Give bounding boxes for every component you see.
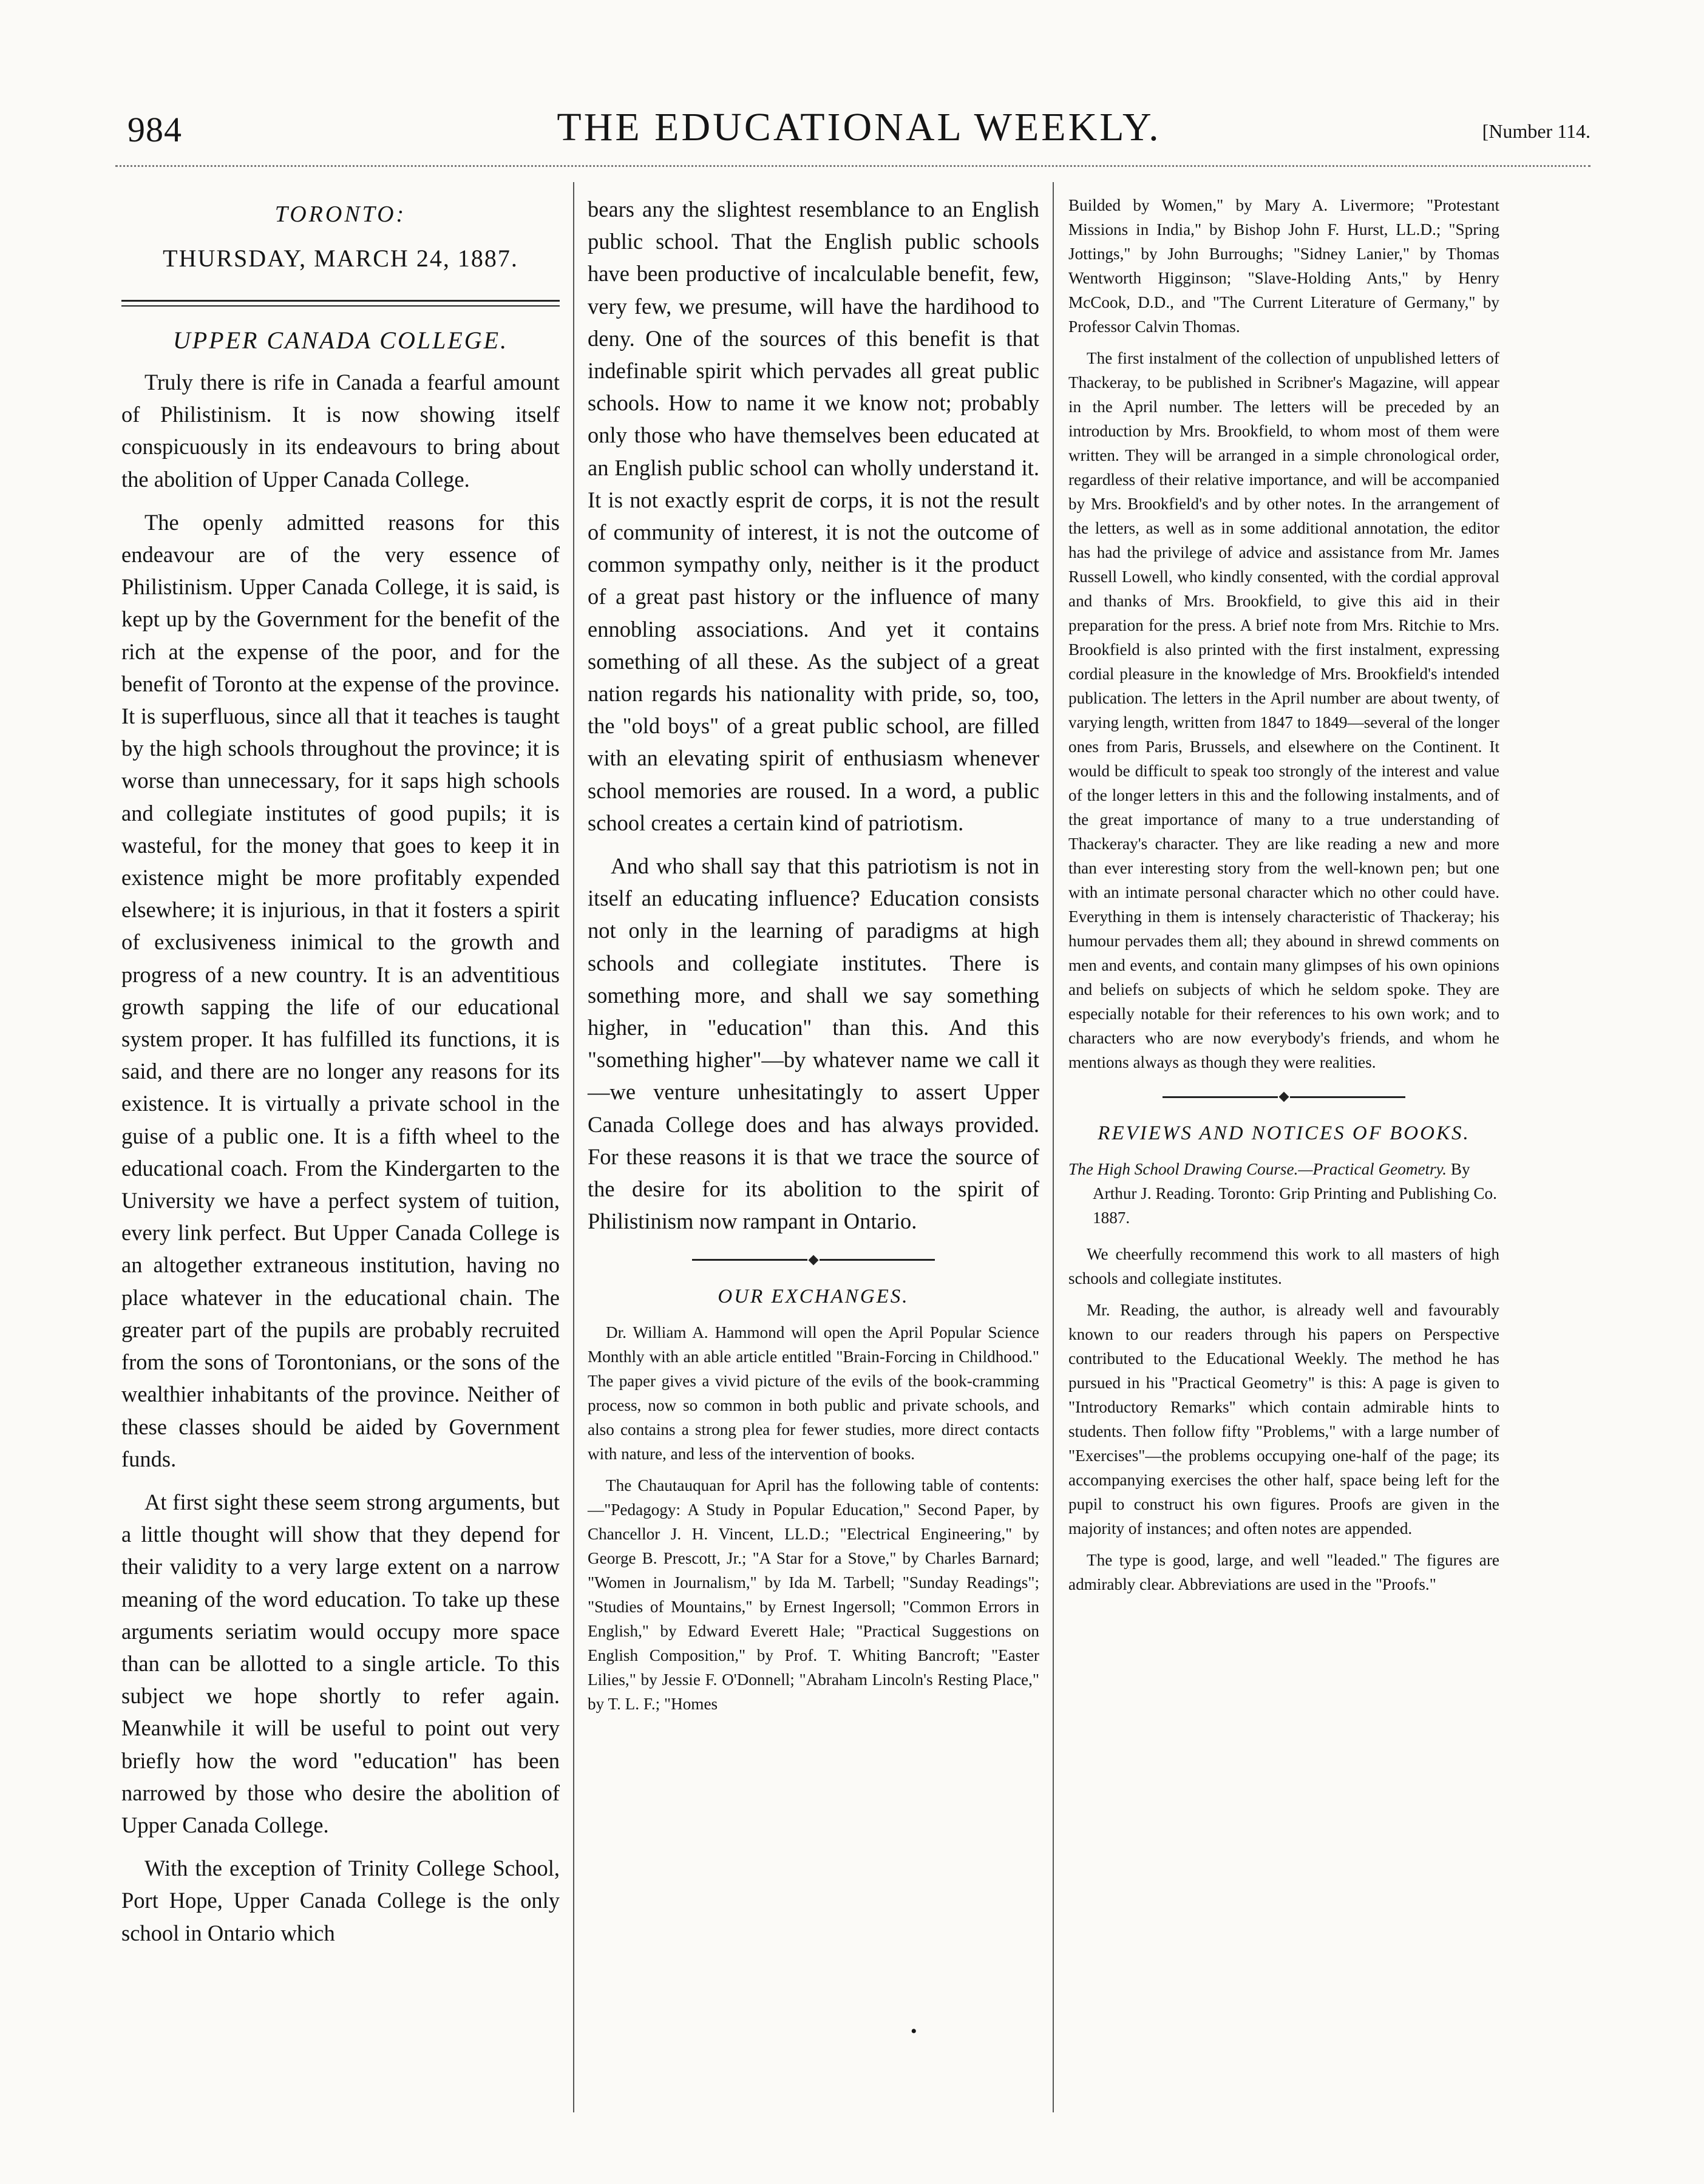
column-3: [1068, 193, 1499, 1604]
column-1: [121, 193, 560, 1960]
article-heading-ucc: UPPER CANADA COLLEGE.: [172, 327, 509, 354]
review-paragraph: The type is good, large, and well "leaded." The figures are admirably clear. Abbreviations are used in the "Proofs.": [1068, 1551, 1499, 1593]
exchange-paragraph: The Chautauquan for April has the following table of contents:—"Pedagogy: A Study in Popular Education," Second Paper, by Chancellor J. H. Vincent, LL.D.; "Electrical Engineering," by George B. Prescott, Jr.; "A Star for a Stove," by Charles Barnard; "Women in Journalism," by Ida M. Tarbell; "Sunday Readings"; "Studies of Mountains," by Ernest Ingersoll; "Common Errors in English," by Edward Everett Hale; "Practical Suggestions on English Composition," by Prof. T. Whiting Bancroft; "Easter Lilies," by Jessie F. O'Donnell; "Abraham Lincoln's Resting Place," by T. L. F.; "Homes: [588, 1476, 1039, 1713]
article-paragraph: With the exception of Trinity College School, Port Hope, Upper Canada College is the only school in Ontario which: [121, 1856, 560, 1945]
dateline: [121, 199, 560, 277]
column-divider: [1053, 182, 1054, 2112]
article-paragraph: And who shall say that this patriotism is not in itself an educating influence? Education consists not only in the learning of paradigms at high schools and collegiate institutes. There is something more, and shall we say something higher, in "education" than this. And this "something higher"—by whatever name we call it—we venture unhesitatingly to assert Upper Canada College does and has always provided. For these reasons it is that we trace the source of the desire for its abolition to the spirit of Philistinism now rampant in Ontario.: [588, 853, 1039, 1234]
review-paragraph: Mr. Reading, the author, is already well and favourably known to our readers through his papers on Perspective contributed to the Educational Weekly. The method he has pursued in his "Practical Geometry" is this: A page is given to "Introductory Remarks" which contain admirable hints to students. Then follow fifty "Problems," with a large number of "Exercises"—the problems occupying one-half of the page; its accompanying exercises the other half, space being left for the pupil to construct his own figures. Proofs are given in the majority of instances; and often notes are appended.: [1068, 1301, 1499, 1538]
section-heading-exchanges: OUR EXCHANGES.: [718, 1285, 909, 1307]
review-paragraph: We cheerfully recommend this work to all masters of high schools and collegiate institutes.: [1068, 1245, 1499, 1287]
book-details: By Arthur J. Reading. Toronto: Grip Printing and Publishing Co. 1887.: [1093, 1160, 1497, 1227]
column-divider: [573, 182, 574, 2112]
page-number: 984: [127, 110, 182, 149]
dateline-date: THURSDAY, MARCH 24, 1887.: [163, 245, 518, 272]
article-paragraph: The openly admitted reasons for this endeavour are of the very essence of Philistinism. Upper Canada College, it is said, is kept up by the Government for the benefit of the rich at the expense of the poor, and for the benefit of Toronto at the expense of the province. It is superfluous, since all that it teaches is taught by the high schools throughout the province; it is worse than unnecessary, for it saps high schools and collegiate institutes of good pupils; it is wasteful, for the money that goes to keep it in existence might be more profitably expended elsewhere; it is injurious, in that it fosters a spirit of exclusiveness inimical to the growth and progress of a new country. It is an adventitious growth sapping the life of our educational system proper. It has fulfilled its functions, it is said, and there are no longer any reasons for its existence. It is virtually a private school in the guise of a public one. It is a fifth wheel to the educational coach. From the Kindergarten to the University we have a perfect system of tuition, every link perfect. But Upper Canada College is an altogether extraneous institution, having no place whatever in the educational chain. The greater part of the pupils are probably recruited from the sons of Torontonians, or the sons of the wealthier inhabitants of the province. Neither of these classes should be aided by Government funds.: [121, 509, 560, 1471]
exchange-paragraph: Dr. William A. Hammond will open the April Popular Science Monthly with an able article entitled "Brain-Forcing in Childhood." The paper gives a vivid picture of the evils of the book-cramming process, now so common in both public and private schools, and also contains a strong plea for fewer studies, more direct contacts with nature, and less of the intervention of books.: [588, 1323, 1039, 1463]
masthead-rule: [115, 165, 1590, 167]
masthead-title: THE EDUCATIONAL WEEKLY.: [557, 105, 1161, 149]
dateline-city: TORONTO:: [274, 202, 407, 227]
section-heading-reviews: REVIEWS AND NOTICES OF BOOKS.: [1098, 1122, 1470, 1144]
exchange-paragraph: The first instalment of the collection of unpublished letters of Thackeray, to be published in Scribner's Magazine, will appear in the April number. The letters will be preceded by an introduction by Mrs. Brookfield, to whom most of them were written. They will be arranged in a simple chronological order, regardless of their relative importance, and will be accompanied by Mrs. Brookfield's and by other notes. In the arrangement of the letters, as well as in some additional annotation, the editor has had the privilege of advice and assistance from Mr. James Russell Lowell, who kindly consented, with the cordial approval and thanks of Mrs. Brookfield, to give this aid in their preparation for the press. A brief note from Mrs. Ritchie to Mrs. Brookfield is also printed with the first instalment, expressing cordial pleasure in the knowledge of Mrs. Brookfield's intended publication. The letters in the April number are about twenty, of varying length, written from 1847 to 1849—several of the longer ones from Paris, Brussels, and elsewhere on the Continent. It would be difficult to speak too strongly of the interest and value of the longer letters in this and the following instalments, and of the great importance of many to a true understanding of Thackeray's character. They are like reading a new and more than ever interesting story from the well-known pen; but one with an intimate personal character which no other could have. Everything in them is intensely characteristic of Thackeray; his humour pervades them all; they abound in shrewd comments on men and events, and contain many glimpses of his own opinions and beliefs on subjects of which he seldom spoke. They are especially notable for their references to his own work; and to characters who are now everybody's friends, and whom he mentions always as though they were realities.: [1068, 349, 1499, 1071]
masthead: [127, 91, 1590, 158]
column-2: [588, 193, 1039, 1723]
double-rule: [121, 300, 560, 307]
exchange-paragraph: Builded by Women," by Mary A. Livermore; "Protestant Missions in India," by Bishop John F. Hurst, LL.D.; "Spring Jottings," by John Burroughs; "Sidney Lanier," by Thomas Wentworth Higginson; "Slave-Holding Ants," by Henry McCook, D.D., and "The Current Literature of Germany," by Professor Calvin Thomas.: [1068, 196, 1499, 336]
article-paragraph: Truly there is rife in Canada a fearful amount of Philistinism. It is now showing itself conspicuously in its endeavours to bring about the abolition of Upper Canada College.: [121, 370, 560, 492]
article-paragraph: At first sight these seem strong arguments, but a little thought will show that they depend for their validity to a very large extent on a narrow meaning of the word education. To take up these arguments seriatim would occupy more space than can be allotted to a single article. To this subject we hope shortly to refer again. Meanwhile it will be useful to point out very briefly how the word "education" has been narrowed by those who desire the abolition of Upper Canada College.: [121, 1489, 560, 1837]
issue-number: [Number 114.: [1482, 120, 1590, 142]
section-ornament: [1068, 1091, 1499, 1104]
article-paragraph: bears any the slightest resemblance to an English public school. That the English public schools have been productive of incalculable benefit, few, very few, we presume, will have the hardihood to deny. One of the sources of this benefit is that indefinable spirit which pervades all great public schools. How to name it we know not; probably only those who have themselves been educated at an English public school can wholly understand it. It is not exactly esprit de corps, it is not the result of community of interest, it is not the outcome of common sympathy only, neither is it the product of a great past history or the influence of many ennobling associations. And yet it contains something of all these. As the subject of a great nation regards his nationality with pride, so, too, the "old boys" of a great public school, are filled with an elevating spirit of enthusiasm whenever school memories are roused. In a word, a public school creates a certain kind of patriotism.: [588, 197, 1039, 835]
section-ornament: [588, 1255, 1039, 1267]
footer-mark: •: [911, 2021, 917, 2041]
book-entry: [1068, 1157, 1499, 1230]
book-title: The High School Drawing Course.—Practical Geometry.: [1068, 1160, 1447, 1178]
